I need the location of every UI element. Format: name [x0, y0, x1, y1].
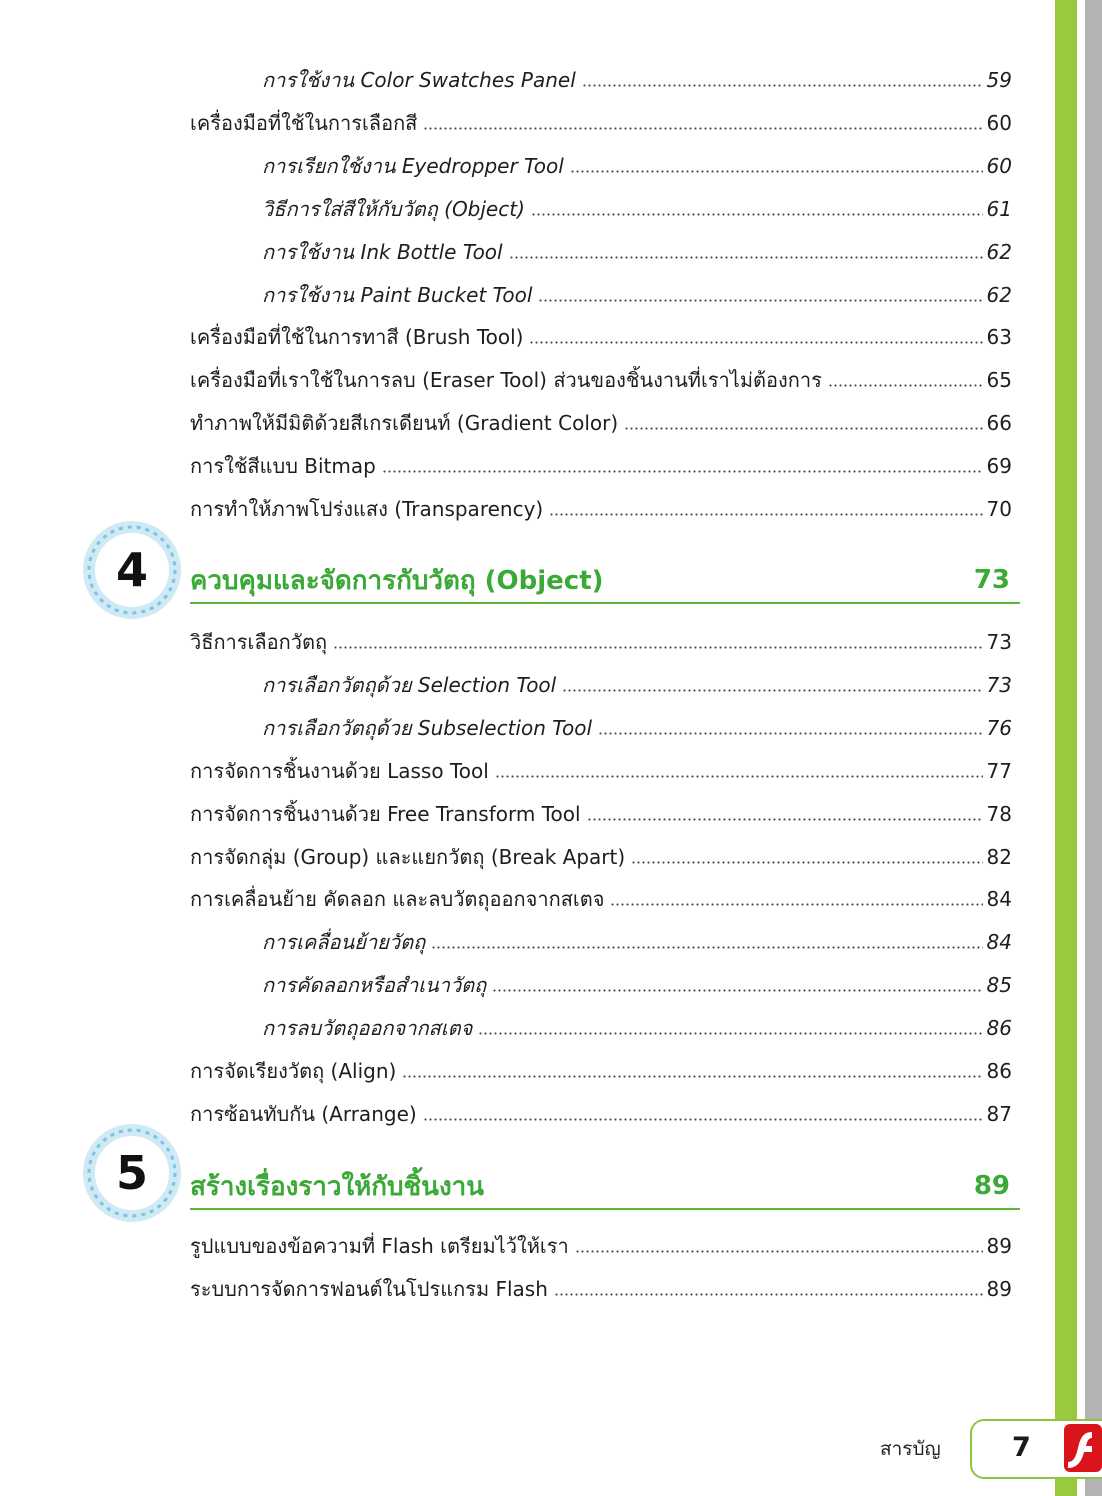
toc-entry[interactable]: [190, 839, 1012, 871]
toc-entry-page: 77: [986, 759, 1012, 783]
toc-entry-page: 84: [986, 887, 1012, 911]
toc-entry-page: 85: [986, 973, 1012, 997]
toc-entry-title: ทำภาพให้มีมิติด้วยสีเกรเดียนท์ (Gradient Color): [190, 411, 619, 435]
toc-entry[interactable]: [190, 1053, 1012, 1085]
toc-entry-title: การใช้สีแบบ Bitmap: [190, 454, 376, 478]
toc-entry-title: การเคลื่อนย้ายวัตถุ: [262, 930, 426, 954]
toc-entry[interactable]: [262, 710, 1012, 742]
toc-entry-page: 73: [986, 673, 1012, 697]
toc-entry-page: 62: [986, 283, 1012, 307]
dot-leader: [624, 427, 982, 430]
dot-leader: [478, 1032, 982, 1035]
toc-entry-title: การจัดการชิ้นงานด้วย Free Transform Tool: [190, 802, 581, 826]
toc-entry-title: การซ้อนทับกัน (Arrange): [190, 1102, 417, 1126]
dot-leader: [575, 1250, 983, 1253]
toc-entry-page: 60: [986, 154, 1012, 178]
toc-entry-title: การเลือกวัตถุด้วย Selection Tool: [262, 673, 557, 697]
chapter-4-title: ควบคุมและจัดการกับวัตถุ (Object): [190, 565, 604, 596]
chapter-5-badge-icon: [82, 1123, 182, 1223]
toc-entry[interactable]: [262, 62, 1012, 94]
toc-entry-title: รูปแบบของข้อความที่ Flash เตรียมไว้ให้เรา: [190, 1234, 569, 1258]
toc-entry-page: 66: [986, 411, 1012, 435]
toc-entry[interactable]: [190, 319, 1012, 351]
dot-leader: [402, 1075, 982, 1078]
dot-leader: [610, 903, 982, 906]
toc-entry-title: การเคลื่อนย้าย คัดลอก และลบวัตถุออกจากสเตจ: [190, 887, 605, 911]
chapter-4-heading[interactable]: [190, 558, 1020, 604]
chapter-5-page: 89: [973, 1171, 1010, 1201]
toc-entry-page: 73: [986, 630, 1012, 654]
right-edge-gray-bar: [1085, 0, 1102, 1496]
dot-leader: [570, 170, 983, 173]
dot-leader: [492, 989, 982, 992]
toc-entry-page: 62: [986, 240, 1012, 264]
toc-entry-title: การจัดกลุ่ม (Group) และแยกวัตถุ (Break Apart): [190, 845, 626, 869]
dot-leader: [423, 127, 982, 130]
toc-entry-page: 61: [986, 197, 1012, 221]
dot-leader: [382, 470, 983, 473]
chapter-5-heading[interactable]: [190, 1164, 1020, 1210]
toc-entry[interactable]: [190, 1228, 1012, 1260]
toc-entry-title: การใช้งาน Ink Bottle Tool: [262, 240, 503, 264]
toc-entry-page: 86: [986, 1059, 1012, 1083]
toc-entry[interactable]: [190, 753, 1012, 785]
toc-entry[interactable]: [262, 234, 1012, 266]
dot-leader: [554, 1293, 983, 1296]
toc-entry[interactable]: [190, 881, 1012, 913]
toc-entry[interactable]: [262, 667, 1012, 699]
dot-leader: [587, 818, 983, 821]
chapter-5-title: สร้างเรื่องราวให้กับชิ้นงาน: [190, 1171, 485, 1202]
toc-entry-title: การเลือกวัตถุด้วย Subselection Tool: [262, 716, 593, 740]
toc-entry-page: 87: [986, 1102, 1012, 1126]
toc-entry-page: 82: [986, 845, 1012, 869]
dot-leader: [431, 946, 982, 949]
toc-entry-page: 60: [986, 111, 1012, 135]
toc-entry-title: การจัดเรียงวัตถุ (Align): [190, 1059, 397, 1083]
chapter-4-page: 73: [973, 565, 1010, 595]
dot-leader: [531, 213, 983, 216]
toc-entry-title: วิธีการใส่สีให้กับวัตถุ (Object): [262, 197, 525, 221]
chapter-4-badge-icon: [82, 520, 182, 620]
toc-entry[interactable]: [190, 796, 1012, 828]
toc-entry-page: 78: [986, 802, 1012, 826]
toc-entry[interactable]: [190, 105, 1012, 137]
toc-entry-title: การจัดการชิ้นงานด้วย Lasso Tool: [190, 759, 489, 783]
dot-leader: [509, 256, 983, 259]
toc-entry-title: การใช้งาน Paint Bucket Tool: [262, 283, 533, 307]
dot-leader: [538, 299, 982, 302]
toc-entry[interactable]: [190, 491, 1012, 523]
toc-entry-title: เครื่องมือที่ใช้ในการเลือกสี: [190, 111, 418, 135]
toc-entry[interactable]: [262, 148, 1012, 180]
dot-leader: [333, 646, 982, 649]
dot-leader: [582, 84, 983, 87]
toc-entry[interactable]: [190, 1096, 1012, 1128]
dot-leader: [598, 732, 983, 735]
flash-logo-icon: [1064, 1418, 1102, 1478]
toc-entry[interactable]: [190, 448, 1012, 480]
toc-entry-page: 63: [986, 325, 1012, 349]
toc-entry[interactable]: [262, 191, 1012, 223]
dot-leader: [549, 513, 982, 516]
page-number: 7: [1012, 1432, 1031, 1463]
right-edge-gap: [1077, 0, 1085, 1496]
right-edge-green-bar: [1055, 0, 1077, 1496]
toc-entry-page: 89: [986, 1234, 1012, 1258]
toc-entry[interactable]: [190, 1271, 1012, 1303]
toc-entry-title: การคัดลอกหรือสำเนาวัตถุ: [262, 973, 487, 997]
toc-entry-page: 65: [986, 368, 1012, 392]
toc-entry-title: การใช้งาน Color Swatches Panel: [262, 68, 576, 92]
toc-entry-title: การลบวัตถุออกจากสเตจ: [262, 1016, 473, 1040]
dot-leader: [631, 861, 982, 864]
toc-entry-page: 84: [986, 930, 1012, 954]
toc-entry[interactable]: [190, 362, 1012, 394]
dot-leader: [423, 1118, 983, 1121]
toc-entry-title: ระบบการจัดการฟอนต์ในโปรแกรม Flash: [190, 1277, 548, 1301]
toc-entry-title: การเรียกใช้งาน Eyedropper Tool: [262, 154, 564, 178]
toc-entry[interactable]: [262, 924, 1012, 956]
toc-entry[interactable]: [190, 624, 1012, 656]
chapter-4-number: 4: [115, 543, 149, 597]
dot-leader: [828, 384, 983, 387]
toc-entry-page: 76: [986, 716, 1012, 740]
toc-entry[interactable]: [190, 405, 1012, 437]
toc-entry-page: 89: [986, 1277, 1012, 1301]
toc-entry[interactable]: [262, 277, 1012, 309]
chapter-5-number: 5: [115, 1146, 149, 1200]
toc-entry-page: 70: [986, 497, 1012, 521]
footer-section-label: สารบัญ: [880, 1438, 941, 1460]
toc-entry-page: 86: [986, 1016, 1012, 1040]
toc-entry-title: เครื่องมือที่ใช้ในการทาสี (Brush Tool): [190, 325, 524, 349]
toc-entry[interactable]: [262, 1010, 1012, 1042]
toc-entry-page: 59: [986, 68, 1012, 92]
dot-leader: [529, 341, 982, 344]
toc-entry-title: เครื่องมือที่เราใช้ในการลบ (Eraser Tool) ส่วนของชิ้นงานที่เราไม่ต้องการ: [190, 368, 822, 392]
dot-leader: [562, 689, 982, 692]
toc-entry[interactable]: [262, 967, 1012, 999]
toc-entry-page: 69: [986, 454, 1012, 478]
toc-entry-title: วิธีการเลือกวัตถุ: [190, 630, 328, 654]
dot-leader: [495, 775, 983, 778]
toc-entry-title: การทำให้ภาพโปร่งแสง (Transparency): [190, 497, 544, 521]
